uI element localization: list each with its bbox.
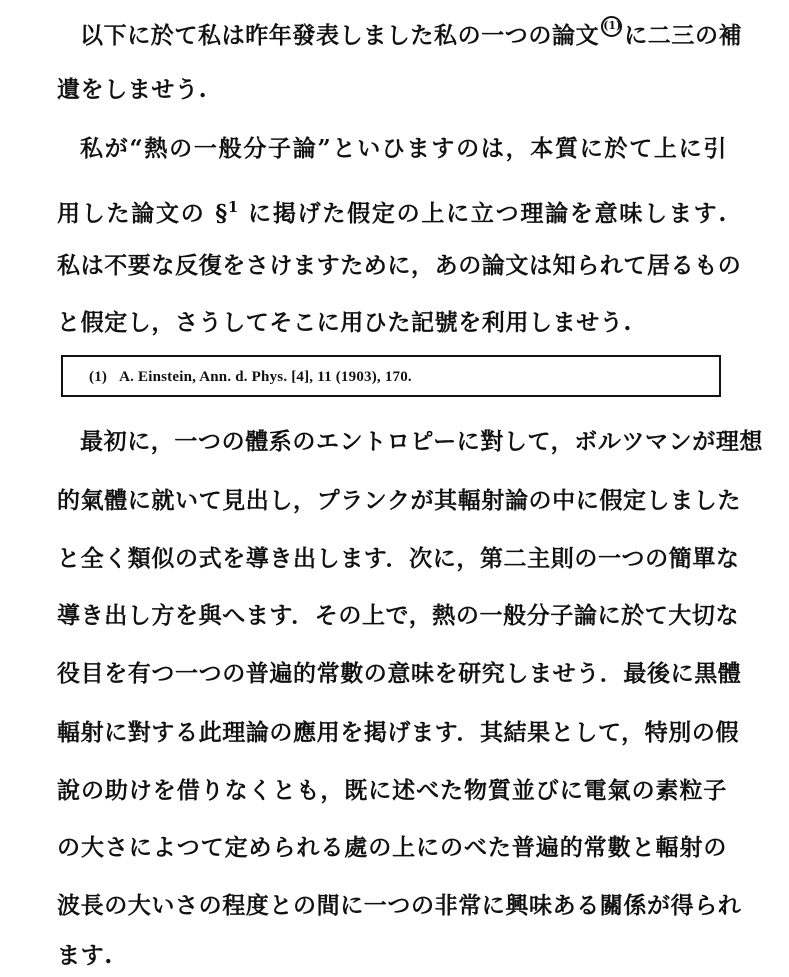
p1-line-1-text-a: 以下に於て私は昨年發表しました私の一つの論文 <box>80 22 600 49</box>
p3-line-10: ます. <box>57 942 113 969</box>
p3-line-3: と全く類似の式を導き出します．次に，第二主則の一つの簡單な <box>57 545 740 572</box>
footnote-box <box>61 355 721 397</box>
p3-line-7: 說の助けを借りなくとも，既に述べた物質並びに電氣の素粒子 <box>57 777 727 804</box>
p2-line-1: 私が“熱の一般分子論”といひますのは，本質に於て上に引 <box>80 135 727 162</box>
p3-line-1: 最初に，一つの體系のエントロピーに對して，ボルツマンが理想 <box>80 428 764 455</box>
p1-line-1-text-b: に二三の補 <box>624 22 743 49</box>
footnote-citation: A. Einstein, Ann. d. Phys. [4], 11 (1903), 170. <box>119 369 412 385</box>
p2-line-2-text-b: に掲げた假定の上に立つ理論を意味します. <box>248 200 727 227</box>
p2-line-4: と假定し，さうしてそこに用ひた記號を利用しませう. <box>57 309 633 336</box>
p2-line-2-text-a: 用した論文の § <box>57 200 228 227</box>
p1-line-1 <box>80 16 743 51</box>
section-number: 1 <box>227 198 239 216</box>
p2-line-2 <box>57 192 727 229</box>
p1-line-2: 遺をしませう. <box>57 76 208 103</box>
footnote-text <box>89 367 412 387</box>
p3-line-9: 波長の大いさの程度との間に一つの非常に興味ある關係が得られ <box>57 892 742 919</box>
p3-line-8: の大さによつて定められる處の上にのべた普遍的常數と輻射の <box>57 834 727 861</box>
p2-line-3: 私は不要な反復をさけますために，あの論文は知られて居るもの <box>57 252 742 279</box>
footnote-reference-marker: (1) <box>601 16 622 37</box>
p3-line-5: 役目を有つ一つの普遍的常數の意味を研究しませう．最後に黒體 <box>57 660 742 687</box>
footnote-marker: (1) <box>89 369 108 385</box>
p3-line-4: 導き出し方を與へます．その上で，熱の一般分子論に於て大切な <box>57 602 740 629</box>
p3-line-6: 輻射に對する此理論の應用を掲げます．其結果として，特別の假 <box>57 719 740 746</box>
p3-line-2: 的氣體に就いて見出し，プランクが其輻射論の中に假定しました <box>57 487 741 514</box>
